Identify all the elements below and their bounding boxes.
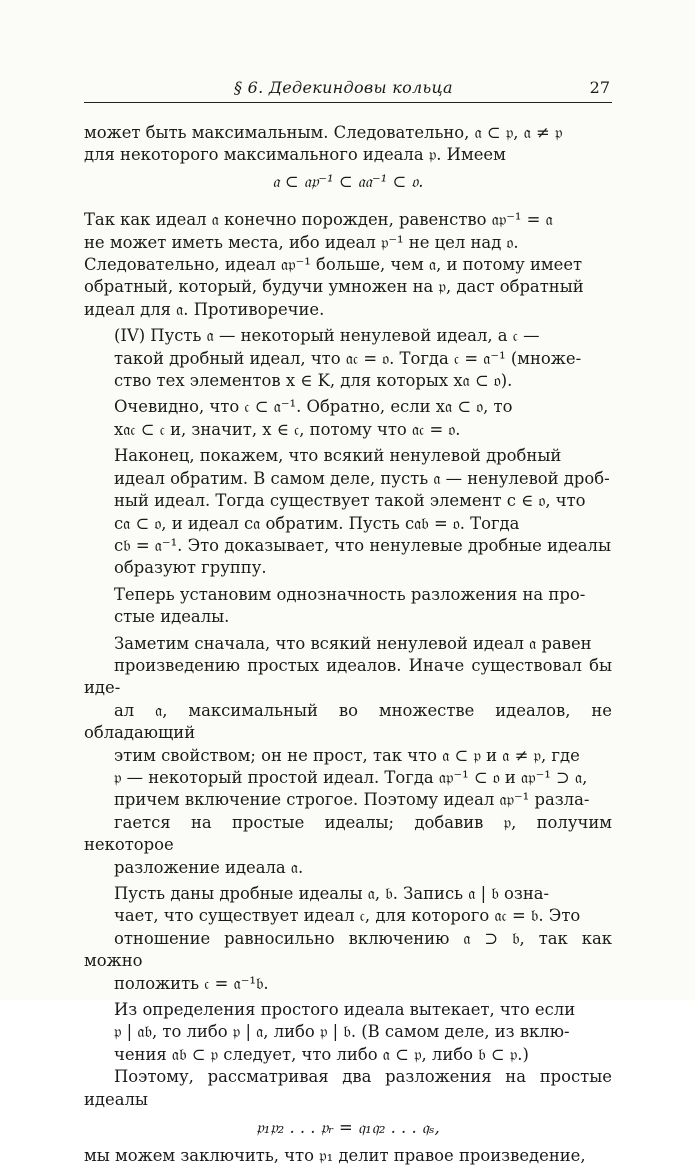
formula-1: 𝔞 ⊂ 𝔞𝔭⁻¹ ⊂ 𝔞𝔞⁻¹ ⊂ 𝔬.: [272, 171, 424, 191]
text-line: Так как идеал 𝔞 конечно порожден, равенство 𝔞𝔭⁻¹ = 𝔞: [84, 210, 553, 230]
text-line: чает, что существует идеал 𝔠, для которого 𝔞𝔠 = 𝔟. Это: [114, 906, 581, 926]
text-line: Поэтому, рассматривая два разложения на простые идеалы: [84, 1067, 612, 1109]
text-line: ство тех элементов x ∈ K, для которых x𝔞 ⊂ 𝔬).: [114, 371, 513, 391]
paragraph-1: [84, 122, 612, 167]
text-line: ный идеал. Тогда существует такой элемент c ∈ 𝔬, что: [114, 491, 586, 511]
paragraph-5: [84, 445, 612, 579]
running-title: § 6. Дедекиндовы кольца: [234, 78, 453, 97]
text-line: образуют группу.: [114, 558, 267, 578]
text-line: Теперь установим однозначность разложения на про-: [114, 584, 586, 604]
paragraph-7: [84, 633, 612, 879]
text-line: гается на простые идеалы; добавив 𝔭, получим некоторое: [84, 812, 612, 855]
text-line: Пусть даны дробные идеалы 𝔞, 𝔟. Запись 𝔞 | 𝔟 озна-: [114, 884, 550, 903]
page-header: [84, 76, 612, 103]
text-line: идеал для 𝔞. Противоречие.: [84, 299, 325, 319]
formula-2: 𝔭₁𝔭₂ . . . 𝔭ᵣ = 𝔮₁𝔮₂ . . . 𝔮ₛ,: [256, 1118, 440, 1138]
text-line: Заметим сначала, что всякий ненулевой идеал 𝔞 равен: [114, 633, 592, 653]
text-line: чения 𝔞𝔟 ⊂ 𝔭 следует, что либо 𝔞 ⊂ 𝔭, либо 𝔟 ⊂ 𝔭.): [114, 1044, 529, 1064]
text-line: этим свойством; он не прост, так что 𝔞 ⊂ 𝔭 и 𝔞 ≠ 𝔭, где: [114, 745, 580, 765]
text-line: мы можем заключить, что 𝔭₁ делит правое произведение,: [84, 1146, 586, 1166]
text-line: произведению простых идеалов. Иначе существовал бы иде-: [84, 655, 612, 698]
text-line: Наконец, покажем, что всякий ненулевой дробный: [114, 446, 562, 466]
text-line: Следовательно, идеал 𝔞𝔭⁻¹ больше, чем 𝔞, и потому имеет: [84, 255, 583, 275]
text-line: (IV) Пусть 𝔞 — некоторый ненулевой идеал, а 𝔠 —: [114, 326, 540, 346]
text-line: стые идеалы.: [114, 607, 230, 627]
paragraph-4: [84, 396, 612, 441]
text-line: 𝔭 — некоторый простой идеал. Тогда 𝔞𝔭⁻¹ ⊂ 𝔬 и 𝔞𝔭⁻¹ ⊃ 𝔞,: [114, 767, 588, 787]
paragraph-6: [84, 584, 612, 629]
text-line: ал 𝔞, максимальный во множестве идеалов, не обладающий: [84, 700, 612, 743]
text-line: Из определения простого идеала вытекает, что если: [114, 1000, 576, 1020]
text-line: причем включение строгое. Поэтому идеал 𝔞𝔭⁻¹ разла-: [114, 790, 590, 810]
paragraph-9: [84, 999, 612, 1111]
text-line: для некоторого максимального идеала 𝔭. Имеем: [84, 145, 506, 165]
text-line: обратный, который, будучи умножен на 𝔭, даст обратный: [84, 277, 584, 297]
paragraph-2: [84, 209, 612, 321]
paragraph-8: [84, 883, 612, 995]
text-line: c𝔞 ⊂ 𝔬, и идеал c𝔞 обратим. Пусть c𝔞𝔟 = 𝔬. Тогда: [114, 513, 520, 533]
text-line: 𝔭 | 𝔞𝔟, то либо 𝔭 | 𝔞, либо 𝔭 | 𝔟. (В самом деле, из вклю-: [114, 1022, 570, 1042]
text-line: c𝔟 = 𝔞⁻¹. Это доказывает, что ненулевые дробные идеалы: [114, 535, 612, 555]
page-number: 27: [589, 78, 610, 97]
text-line: отношение равносильно включению 𝔞 ⊃ 𝔟, так как можно: [84, 928, 612, 971]
text-line: не может иметь места, ибо идеал 𝔭⁻¹ не цел над 𝔬.: [84, 232, 519, 252]
page-body: [84, 122, 612, 1168]
text-line: x𝔞𝔠 ⊂ 𝔠 и, значит, x ∈ 𝔠, потому что 𝔞𝔠 = 𝔬.: [114, 419, 461, 439]
text-line: идеал обратим. В самом деле, пусть 𝔞 — ненулевой дроб-: [114, 468, 610, 488]
text-line: разложение идеала 𝔞.: [114, 857, 304, 877]
text-line: может быть максимальным. Следовательно, 𝔞 ⊂ 𝔭, 𝔞 ≠ 𝔭: [84, 123, 563, 142]
paragraph-10: [84, 1145, 612, 1167]
text-line: положить 𝔠 = 𝔞⁻¹𝔟.: [114, 973, 269, 993]
text-line: такой дробный идеал, что 𝔞𝔠 = 𝔬. Тогда 𝔠 = 𝔞⁻¹ (множе-: [114, 348, 582, 368]
text-line: Очевидно, что 𝔠 ⊂ 𝔞⁻¹. Обратно, если x𝔞 ⊂ 𝔬, то: [114, 397, 513, 417]
paragraph-3: [84, 325, 612, 392]
